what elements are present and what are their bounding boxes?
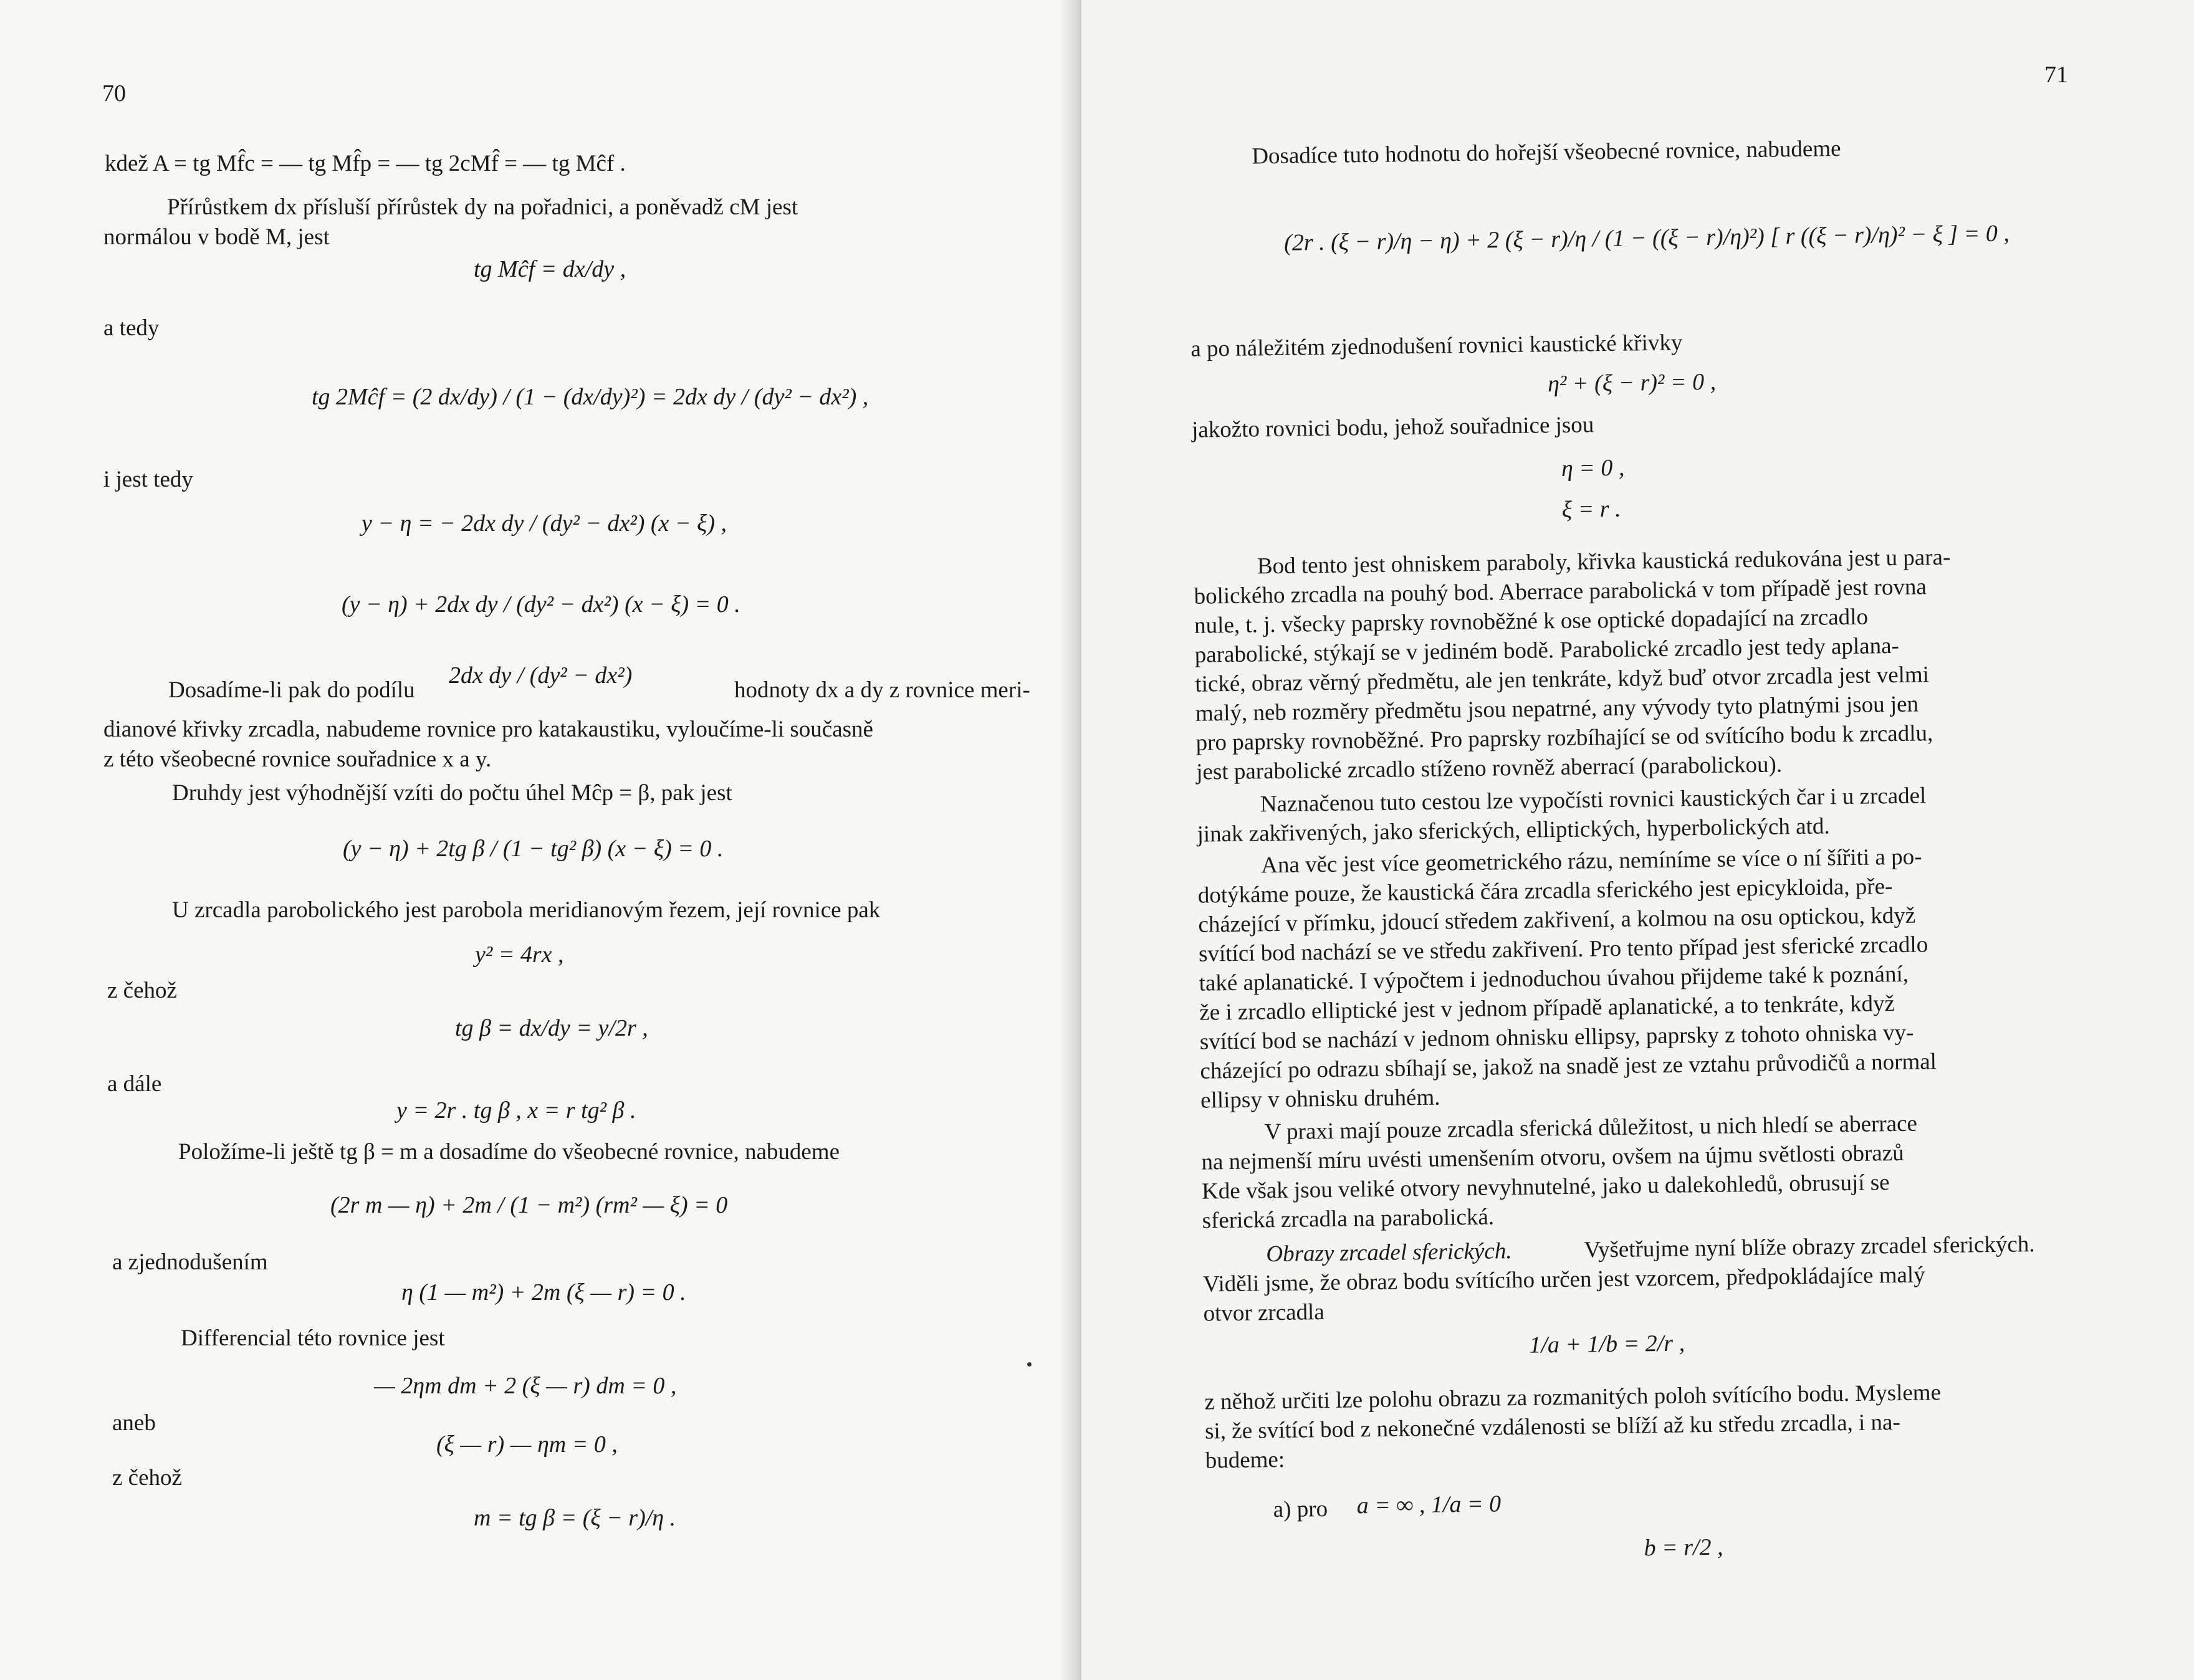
equation: tg Mĉf = dx/dy ,: [474, 256, 626, 282]
text-line: pro paprsky rovnoběžné. Pro paprsky rozbíhající se od svítícího bodu k zrcadlu,: [1195, 720, 1933, 756]
text-line: a po náležitém zjednodušení rovnici kaustické křivky: [1190, 330, 1683, 362]
text-line: z této všeobecné rovnice souřadnice x a y.: [103, 747, 492, 772]
text-line: tické, obraz věrný předmětu, ale jen tenkráte, když buď otvor zrcadla jest velmi: [1195, 662, 1930, 697]
text-line: cházející v přímku, jdoucí středem zakřivení, a kolmou na osu optickou, když: [1198, 902, 1916, 938]
text-line: Druhdy jest výhodnější vzíti do počtu úhel Mĉp = β, pak jest: [172, 780, 732, 806]
equation: (y − η) + 2tg β / (1 − tg² β) (x − ξ) = 0 .: [343, 836, 724, 862]
equation: a = ∞ , 1/a = 0: [1356, 1491, 1502, 1519]
equation: y² = 4rx ,: [475, 942, 564, 968]
text-line: dianové křivky zrcadla, nabudeme rovnice pro katakaustiku, vyloučíme-li současně: [103, 717, 873, 742]
text-line: Vyšetřujme nyní blíže obrazy zrcadel sferických.: [1584, 1231, 2035, 1263]
equation: η (1 — m²) + 2m (ξ — r) = 0 .: [401, 1279, 686, 1305]
text-line: na nejmenší míru uvésti umenšením otvoru, ovšem na újmu světlosti obrazů: [1201, 1140, 1904, 1175]
text-line: Bod tento jest ohniskem paraboly, křivka kaustická redukována jest u para-: [1257, 544, 1951, 580]
text-line: Viděli jsme, že obraz bodu svítícího určen jest vzorcem, předpokládajíce malý: [1202, 1262, 1925, 1297]
text-line: Naznačenou tuto cestou lze vypočísti rovnici kaustických čar i u zrcadel: [1260, 783, 1927, 818]
text-word: a dále: [107, 1071, 162, 1097]
ink-speck: [1027, 1362, 1032, 1367]
equation: (y − η) + 2dx dy / (dy² − dx²) (x − ξ) = 0 .: [342, 591, 740, 618]
text-line: jakožto rovnici bodu, jehož souřadnice jsou: [1191, 412, 1594, 443]
text-line: jinak zakřivených, jako sferických, elliptických, hyperbolických atd.: [1197, 813, 1830, 847]
equation: ξ = r .: [1561, 495, 1621, 523]
text-word: aneb: [112, 1410, 156, 1436]
text-line: Dosadíme-li pak do podílu: [168, 677, 415, 703]
text-line: Dosadíce tuto hodnotu do hořejší všeobecné rovnice, nabudeme: [1252, 136, 1841, 169]
equation: 1/a + 1/b = 2/r ,: [1529, 1330, 1685, 1358]
equation: η² + (ξ − r)² = 0 ,: [1547, 368, 1717, 398]
text-line: bolického zrcadla na pouhý bod. Aberrace parabolická v tom případě jest rovna: [1194, 574, 1927, 609]
text-line: sferická zrcadla na parabolická.: [1202, 1204, 1495, 1234]
equation: 2dx dy / (dy² − dx²): [449, 662, 633, 689]
text-line: z něhož určiti lze polohu obrazu za rozmanitých poloh svítícího bodu. Mysleme: [1204, 1380, 1942, 1415]
section-caption: Obrazy zrcadel sferických.: [1266, 1238, 1512, 1267]
text-line: si, že svítící bod z nekonečné vzdálenosti se blíží až ku středu zrcadla, i na-: [1204, 1410, 1901, 1444]
text-line: kdež A = tg Mf̂c = — tg Mf̂p = — tg 2cMf̂ = — tg Mĉf .: [105, 151, 626, 176]
equation: tg β = dx/dy = y/2r ,: [455, 1015, 648, 1041]
text-line: malý, neb rozměry předmětu jsou nepatrné, any vývody tyto platnými jsou jen: [1195, 691, 1919, 727]
text-line: Differencial této rovnice jest: [181, 1325, 445, 1351]
equation: (ξ — r) — ηm = 0 ,: [436, 1431, 618, 1458]
text-line: Ana věc jest více geometrického rázu, nemíníme se více o ní šířiti a po-: [1260, 844, 1922, 879]
equation: y = 2r . tg β , x = r tg² β .: [396, 1097, 636, 1124]
page-number: 71: [2044, 62, 2068, 88]
text-line: svítící bod nachází se ve středu zakřivení. Pro tento případ jest sferické zrcadlo: [1198, 932, 1928, 967]
text-line: U zrcadla parobolického jest parobola meridianovým řezem, její rovnice pak: [172, 897, 881, 923]
text-line: parabolické, stýkají se v jediném bodě. Parabolické zrcadlo jest tedy aplana-: [1194, 632, 1900, 668]
equation: (2r . (ξ − r)/η − η) + 2 (ξ − r)/η / (1 − ((ξ − r)/η)²) [ r ((ξ − r)/η)² − ξ ] = 0 ,: [1283, 220, 2010, 256]
text-word: i jest tedy: [103, 467, 193, 492]
equation: m = tg β = (ξ − r)/η .: [474, 1505, 676, 1531]
equation: — 2ηm dm + 2 (ξ — r) dm = 0 ,: [374, 1373, 677, 1399]
text-line: Přírůstkem dx přísluší přírůstek dy na pořadnici, a poněvadž cM jest: [167, 194, 798, 220]
text-line: cházející po odrazu sbíhají se, jakož na snadě jest ze vztahu průvodičů a normal: [1200, 1049, 1937, 1084]
text-word: z čehož: [112, 1465, 182, 1491]
left-page: [0, 0, 1081, 1680]
text-line: a) pro: [1273, 1496, 1328, 1523]
equation: y − η = − 2dx dy / (dy² − dx²) (x − ξ) ,: [362, 510, 727, 537]
right-page: [1081, 0, 2194, 1680]
page-number: 70: [102, 80, 126, 107]
text-line: Kde však jsou veliké otvory nevyhnutelné, jako u dalekohledů, obrusují se: [1201, 1170, 1890, 1205]
text-line: také aplanatické. I výpočtem i jednoduchou úvahou přijdeme také k poznání,: [1199, 961, 1909, 996]
text-line: že i zrcadlo elliptické jest v jednom případě aplanatické, a to tenkráte, když: [1199, 991, 1895, 1026]
text-line: dotýkáme pouze, že kaustická čára zrcadla sferického jest epicykloida, pře-: [1197, 874, 1893, 909]
equation: η = 0 ,: [1561, 454, 1625, 482]
text-word: z čehož: [107, 978, 177, 1003]
text-line: jest parabolické zrcadlo stíženo rovněž aberrací (parabolickou).: [1195, 752, 1783, 785]
text-line: otvor zrcadla: [1203, 1299, 1325, 1327]
text-word: a zjednodušením: [112, 1249, 268, 1275]
equation: (2r m — η) + 2m / (1 − m²) (rm² — ξ) = 0: [330, 1192, 728, 1218]
text-line: budeme:: [1205, 1446, 1285, 1474]
equation: tg 2Mĉf = (2 dx/dy) / (1 − (dx/dy)²) = 2dx dy / (dy² − dx²) ,: [312, 384, 869, 410]
text-line: hodnoty dx a dy z rovnice meri-: [734, 677, 1030, 703]
equation: b = r/2 ,: [1644, 1534, 1723, 1562]
text-line: ellipsy v ohnisku druhém.: [1200, 1084, 1440, 1114]
text-line: nule, t. j. všecky paprsky rovnoběžné k ose optické dopadající na zrcadlo: [1194, 604, 1869, 639]
text-word: a tedy: [103, 315, 160, 341]
text-line: Položíme-li ještě tg β = m a dosadíme do všeobecné rovnice, nabudeme: [178, 1139, 840, 1165]
text-line: normálou v bodě M, jest: [103, 224, 330, 250]
text-line: svítící bod se nachází v jednom ohnisku ellipsy, paprsky z tohoto ohniska vy-: [1199, 1019, 1914, 1055]
text-line: V praxi mají pouze zrcadla sferická důležitost, u nich hledí se aberrace: [1264, 1110, 1918, 1145]
right-page-content: [1081, 0, 2194, 1680]
